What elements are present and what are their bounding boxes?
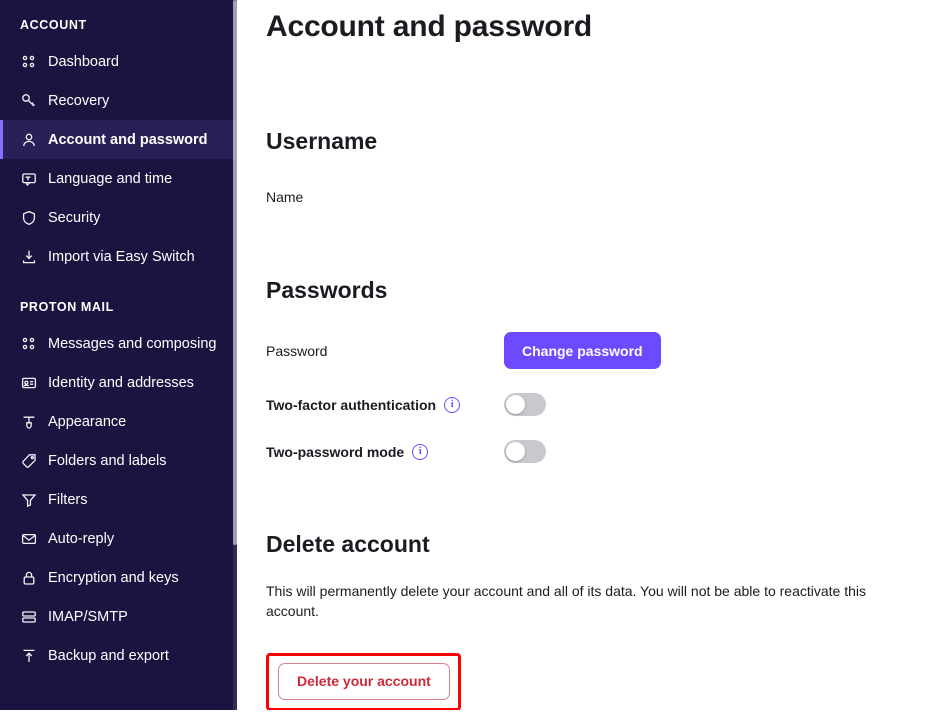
username-heading: Username [266,128,378,154]
sidebar-item-imap-smtp[interactable] [0,597,237,636]
two-factor-row [266,393,945,416]
password-row [266,332,945,369]
sidebar-item-label: IMAP/SMTP [48,608,128,625]
toggle-knob [506,442,525,461]
info-icon[interactable]: i [412,444,428,460]
delete-account-description: This will permanently delete your account and all of its data. You will not be able to reactivate this account. [266,583,867,620]
sidebar-item-label: Encryption and keys [48,569,179,586]
server-icon [20,608,37,625]
sidebar-item-label: Recovery [48,92,110,109]
envelope-icon [20,530,37,547]
tag-icon [20,452,37,469]
key-icon [20,92,37,109]
brush-icon [20,413,37,430]
two-factor-toggle[interactable] [504,393,546,416]
grid-icon [20,53,37,70]
delete-your-account-button[interactable]: Delete your account [278,663,450,700]
delete-account-section [266,531,945,711]
two-factor-label-text: Two-factor authentication [266,396,437,413]
sidebar-item-label: Folders and labels [48,452,167,469]
sidebar-item-auto-reply[interactable] [0,519,237,558]
name-label: Name [266,189,304,205]
sidebar-item-label: Import via Easy Switch [48,248,195,265]
main-content [237,0,945,716]
grid-icon [20,335,37,352]
import-icon [20,248,37,265]
bottom-strip [0,710,945,716]
page-title: Account and password [266,10,593,43]
shield-icon [20,209,37,226]
card-icon [20,374,37,391]
lock-icon [20,569,37,586]
info-icon[interactable]: i [444,397,460,413]
sidebar-section-title-account: ACCOUNT [20,18,87,32]
two-password-toggle[interactable] [504,440,546,463]
sidebar-item-label: Dashboard [48,53,119,70]
toggle-knob [506,395,525,414]
delete-button-highlight [266,653,461,711]
two-factor-label [266,397,504,413]
sidebar-item-label: Account and password [48,131,208,148]
sidebar-item-label: Filters [48,491,88,508]
sidebar [0,0,237,716]
upload-icon [20,647,37,664]
translate-icon [20,170,37,187]
filter-icon [20,491,37,508]
sidebar-item-label: Identity and addresses [48,374,194,391]
password-label: Password [266,342,328,359]
two-password-label [266,444,504,460]
sidebar-item-language-and-time[interactable] [0,159,237,198]
sidebar-item-encryption-and-keys[interactable] [0,558,237,597]
sidebar-item-label: Security [48,209,101,226]
sidebar-section-title-proton-mail: PROTON MAIL [20,300,114,314]
two-password-label-text: Two-password mode [266,443,405,460]
user-icon [20,131,37,148]
sidebar-item-label: Messages and composing [48,335,217,352]
sidebar-item-label: Auto-reply [48,530,115,547]
sidebar-item-folders-and-labels[interactable] [0,441,237,480]
sidebar-item-import-via-easy-switch[interactable] [0,237,237,276]
sidebar-item-messages-and-composing[interactable] [0,324,237,363]
change-password-button[interactable]: Change password [504,332,661,369]
sidebar-item-recovery[interactable] [0,81,237,120]
sidebar-item-label: Language and time [48,170,173,187]
username-section [266,128,945,205]
sidebar-item-appearance[interactable] [0,402,237,441]
sidebar-item-backup-and-export[interactable] [0,636,237,675]
delete-account-heading: Delete account [266,531,430,557]
passwords-section [266,277,945,463]
two-password-row [266,440,945,463]
sidebar-item-security[interactable] [0,198,237,237]
sidebar-item-identity-and-addresses[interactable] [0,363,237,402]
sidebar-item-label: Backup and export [48,647,169,664]
name-row [266,189,945,205]
sidebar-item-dashboard[interactable] [0,42,237,81]
sidebar-item-label: Appearance [48,413,127,430]
sidebar-item-account-and-password[interactable] [0,120,237,159]
passwords-heading: Passwords [266,277,388,303]
sidebar-item-filters[interactable] [0,480,237,519]
